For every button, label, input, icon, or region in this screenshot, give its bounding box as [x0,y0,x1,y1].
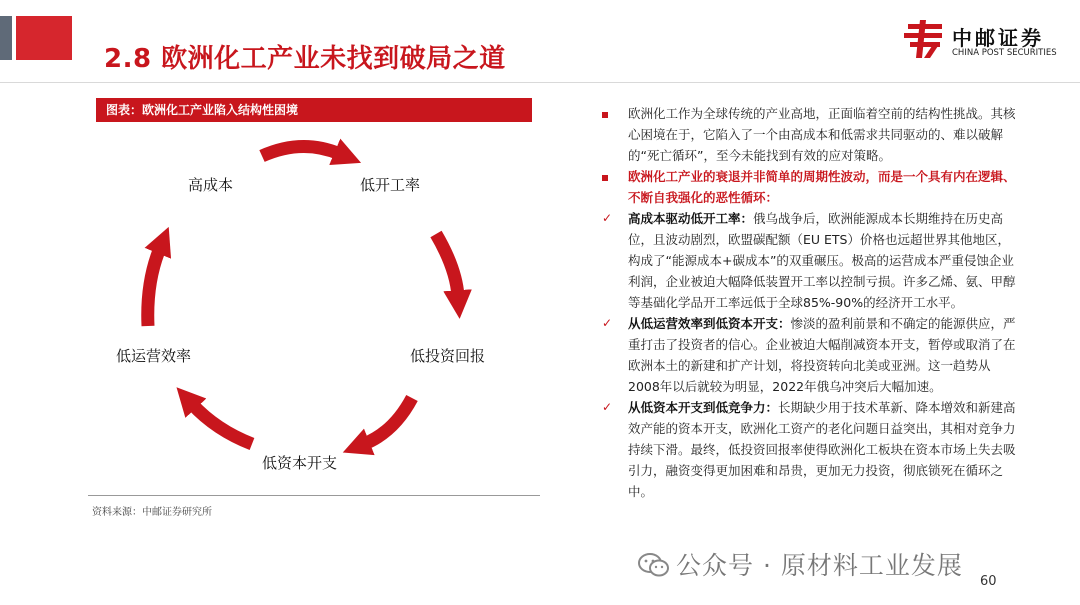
checkmark-icon: ✓ [602,316,613,330]
paragraph-capex-competitiveness: ✓ 从低资本开支到低竞争力：长期缺少用于技术革新、降本增效和新建高效产能的资本开支，欧洲化工资产的老化问题日益突出，其相对竞争力持续下滑。最终，低投资回报率使得欧洲化工板块在资本市场上失去吸引力，融资变得更加困难和昂贵，更加无力投资，彻底锁死在循环之中。 [600,397,1020,502]
china-post-emblem-icon [902,18,946,60]
node-low-investment-return: 低投资回报 [410,347,486,365]
wechat-watermark: 公众号 · 原材料工业发展 [676,551,963,580]
node-low-efficiency: 低运营效率 [116,347,192,365]
square-bullet-icon [602,103,616,124]
source-divider [88,495,540,496]
arrow-capex-to-efficiency [192,404,252,444]
wechat-icon [638,552,670,578]
square-bullet-icon [602,166,616,187]
company-logo [902,16,1072,64]
paragraph-overview: 欧洲化工作为全球传统的产业高地，正面临着空前的结构性挑战。其核心困境在于，它陷入了一个由高成本和低需求共同驱动的、难以破解的“死亡循环”，至今未能找到有效的应对策略。 [600,103,1020,166]
checkmark-icon: ✓ [602,211,613,225]
title-divider [0,82,1080,83]
arrow-cost-to-utilization [262,146,340,156]
vicious-cycle-diagram [84,126,544,486]
node-high-cost: 高成本 [188,176,234,194]
arrow-return-to-capex [364,398,412,444]
figure-caption: 图表：欧洲化工产业陷入结构性困境 [96,98,532,122]
paragraph-efficiency-capex: ✓ 从低运营效率到低资本开支：惨淡的盈利前景和不确定的能源供应，严重打击了投资者的信心。企业被迫大幅削减资本开支，暂停或取消了在欧洲本土的新建和扩产计划，将投资转向北美或亚洲。这一趋势从2008年以后就较为明显，2022年俄乌冲突后大幅加速。 [600,313,1020,397]
header-gray-block [0,16,12,60]
page-title: 2.8 欧洲化工产业未找到破局之道 [104,44,506,74]
header-red-block [16,16,72,60]
paragraph-cost-utilization: ✓ 高成本驱动低开工率：俄乌战争后，欧洲能源成本长期维持在历史高位，且波动剧烈，欧盟碳配额（EU ETS）价格也远超世界其他地区，构成了“能源成本+碳成本”的双重碾压。极高的运营成本严重侵蚀企业利润，企业被迫大幅降低装置开工率以控制亏损。许多乙烯、氨、甲醇等基础化学品开工率远低于全球85%-90%的经济开工水平。 [600,208,1020,313]
logo-chinese-name: 中邮证券 [952,26,1044,50]
body-text [600,103,1020,502]
arrow-efficiency-to-cost [148,248,160,326]
page-number: 60 [980,574,997,589]
paragraph-thesis: 欧洲化工产业的衰退并非简单的周期性波动，而是一个具有内在逻辑、不断自我强化的恶性循环： [600,166,1020,208]
logo-english-name: CHINA POST SECURITIES [952,48,1057,58]
arrow-utilization-to-return [436,234,458,296]
node-low-capex: 低资本开支 [262,454,338,472]
figure-source: 资料来源：中邮证券研究所 [92,507,212,518]
node-low-utilization: 低开工率 [360,176,421,194]
checkmark-icon: ✓ [602,400,613,414]
